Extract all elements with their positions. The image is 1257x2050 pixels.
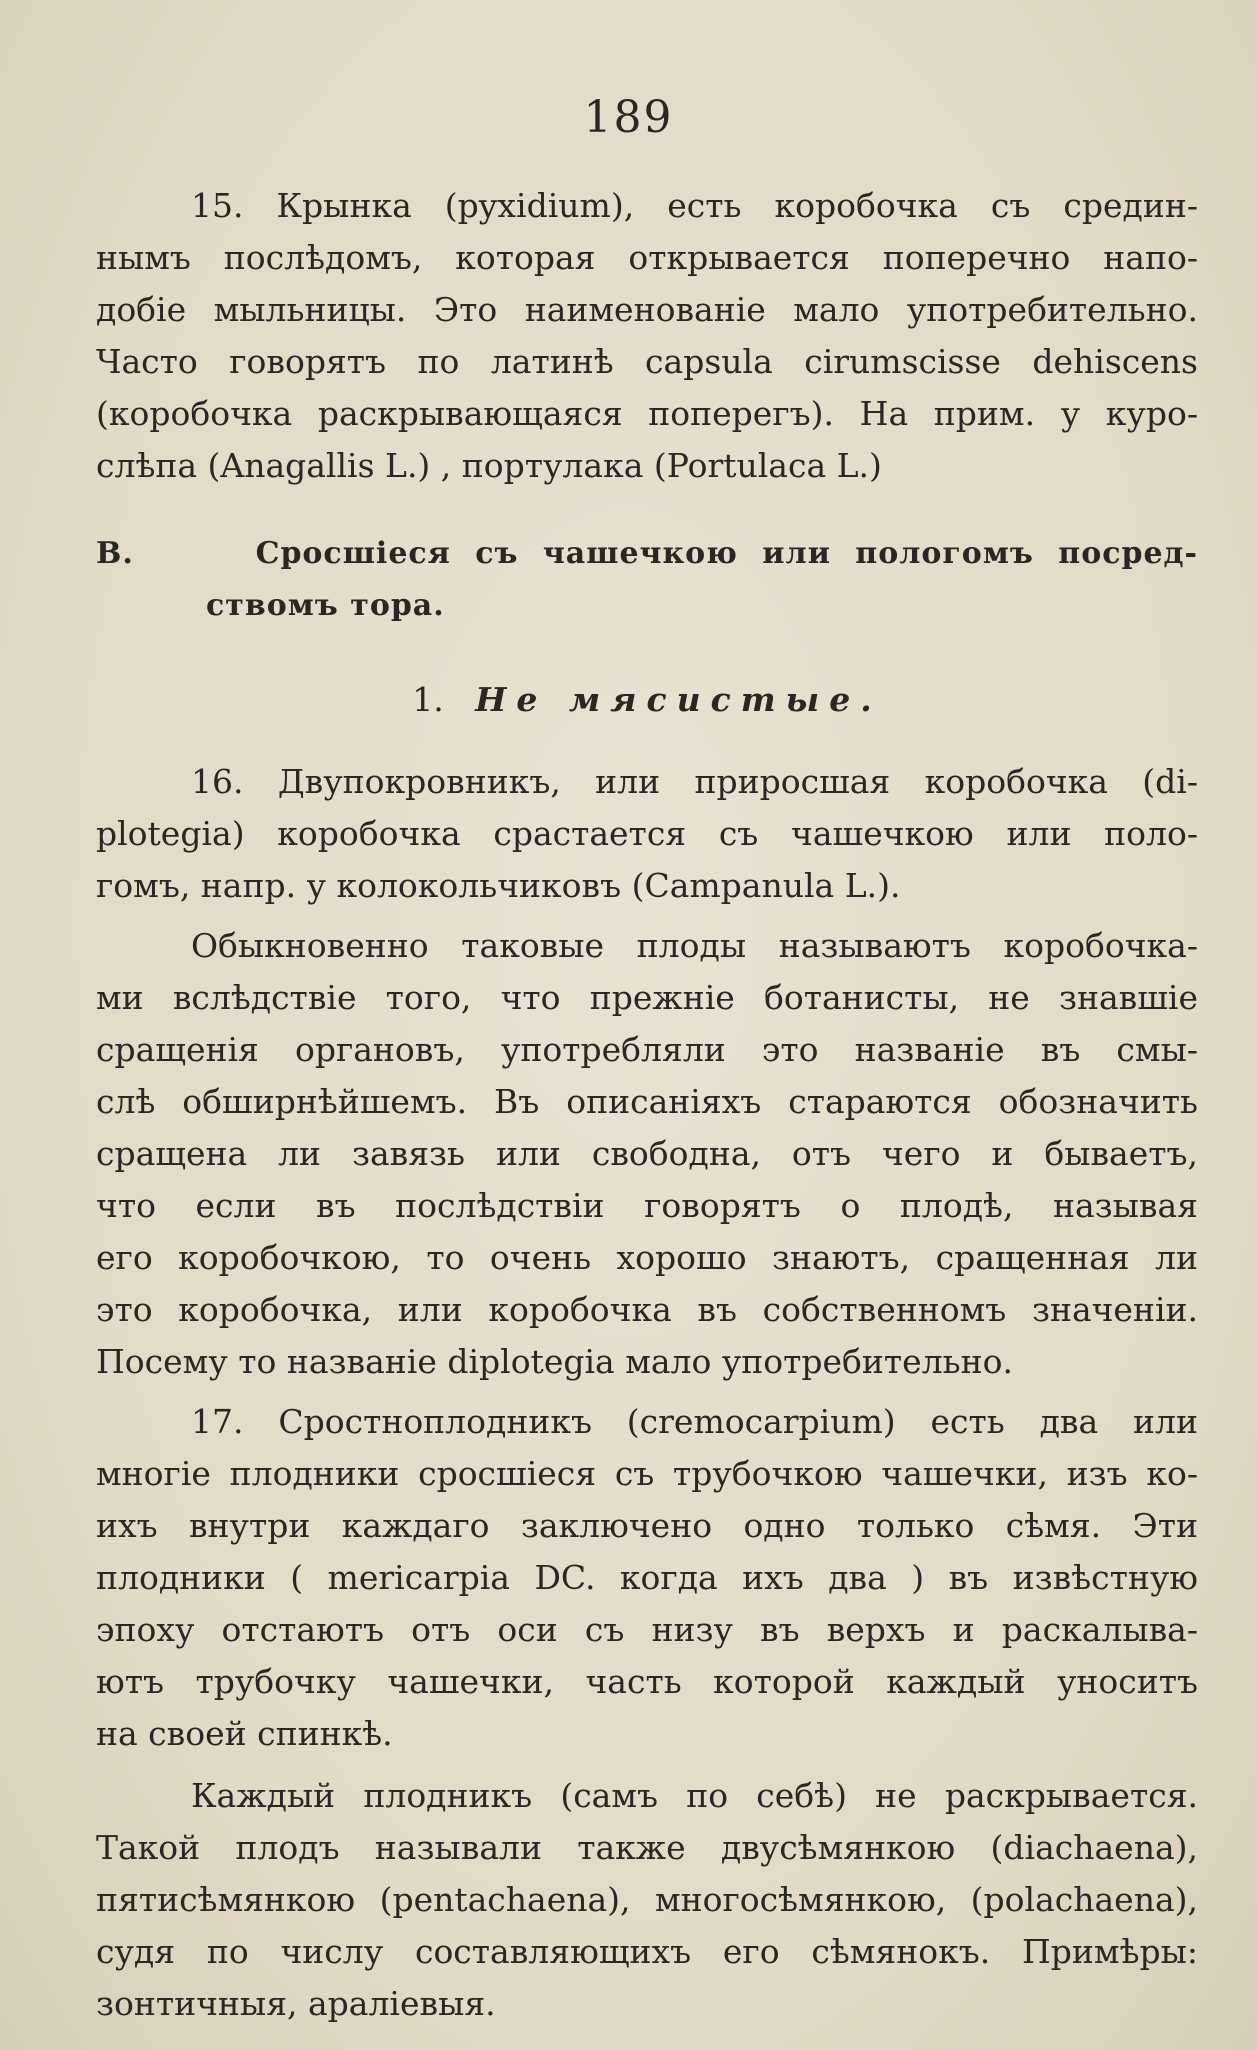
paragraph-line: слѣпа (Anagallis L.) , портулака (Portulaca L.) <box>96 446 882 485</box>
page-number: 189 <box>583 92 674 143</box>
paragraph-line: многіе плодники сросшіеся съ трубочкою чашечки, изъ ко- <box>96 1454 1198 1493</box>
paragraph-line: 15. Крынка (pyxidium), есть коробочка съ средин- <box>191 186 1198 225</box>
paragraph-line: плодники ( mericarpia DC. когда ихъ два ) въ извѣстную <box>96 1558 1198 1597</box>
paragraph-line: ми вслѣдствіе того, что прежніе ботанисты, не знавшіе <box>96 978 1198 1017</box>
paragraph-line: 16. Двупокровникъ, или приросшая коробочка (di- <box>191 762 1198 801</box>
paragraph-line: сращенія органовъ, употребляли это названіе въ смы- <box>96 1030 1198 1069</box>
paragraph-17 <box>96 1396 1198 1760</box>
paragraph-line: Такой плодъ называли также двусѣмянкою (diachaena), <box>96 1828 1198 1867</box>
paragraph-17-note <box>96 1770 1198 2030</box>
paragraph-line: это коробочка, или коробочка въ собственномъ значеніи. <box>96 1290 1198 1329</box>
paragraph-line: гомъ, напр. у колокольчиковъ (Campanula L.). <box>96 866 901 905</box>
paragraph-line: plotegia) коробочка срастается съ чашечкою или поло- <box>96 814 1198 853</box>
paragraph-16 <box>96 756 1198 912</box>
subsection-number: 1. <box>412 680 444 719</box>
section-title-line1: Сросшіеся съ чашечкою или пологомъ посред- <box>255 536 1198 571</box>
paragraph-line: Каждый плодникъ (самъ по себѣ) не раскрывается. <box>191 1776 1198 1815</box>
section-heading <box>96 528 1198 632</box>
paragraph-line: ихъ внутри каждаго заключено одно только сѣмя. Эти <box>96 1506 1198 1545</box>
paragraph-line: слѣ обширнѣйшемъ. Въ описаніяхъ стараются обозначить <box>96 1082 1198 1121</box>
section-title-line2: ствомъ тора. <box>206 588 445 623</box>
paragraph-line: нымъ послѣдомъ, которая открывается поперечно напо- <box>96 238 1198 277</box>
subsection-title: Не мясистые. <box>475 680 882 719</box>
paragraph-line: Обыкновенно таковые плоды называютъ коробочка- <box>191 926 1198 965</box>
paragraph-line: эпоху отстаютъ отъ оси съ низу въ верхъ и раскалыва- <box>96 1610 1198 1649</box>
paragraph-line: его коробочкою, то очень хорошо знаютъ, сращенная ли <box>96 1238 1198 1277</box>
paragraph-line: судя по числу составляющихъ его сѣмянокъ. Примѣры: <box>96 1932 1198 1971</box>
paragraph-line: зонтичныя, араліевыя. <box>96 1984 496 2023</box>
paragraph-line: Часто говорятъ по латинѣ capsula cirumscisse dehiscens <box>96 342 1198 381</box>
paragraph-line: добіе мыльницы. Это наименованіе мало употребительно. <box>96 290 1198 329</box>
paragraph-16-note <box>96 920 1198 1388</box>
paragraph-line: 17. Сростноплодникъ (cremocarpium) есть два или <box>191 1402 1198 1441</box>
paragraph-line: Посему то названіе diplotegia мало употребительно. <box>96 1342 1013 1381</box>
section-letter: В. <box>96 536 134 571</box>
paragraph-line: ютъ трубочку чашечки, часть которой каждый уноситъ <box>96 1662 1198 1701</box>
paragraph-line: пятисѣмянкою (pentachaena), многосѣмянкою, (polachaena), <box>96 1880 1198 1919</box>
paragraph-line: сращена ли завязь или свободна, отъ чего и бываетъ, <box>96 1134 1198 1173</box>
paragraph-15 <box>96 180 1198 492</box>
subsection-heading <box>96 674 1198 726</box>
paragraph-line: что если въ послѣдствіи говорятъ о плодѣ, называя <box>96 1186 1198 1225</box>
paragraph-line: на своей спинкѣ. <box>96 1714 393 1753</box>
paragraph-line: (коробочка раскрывающаяся поперегъ). На прим. у куро- <box>96 394 1198 433</box>
